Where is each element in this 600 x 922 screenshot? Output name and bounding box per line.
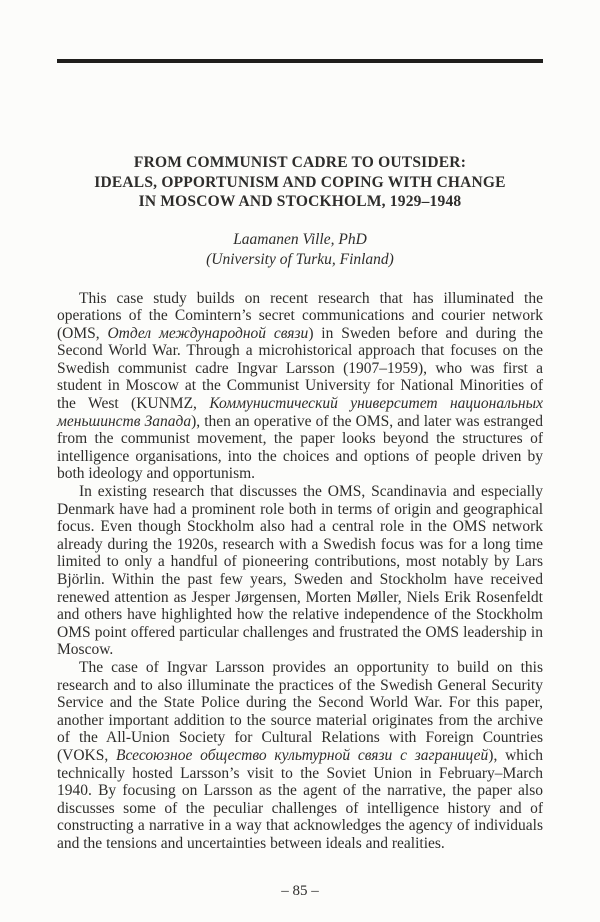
header-double-rule (57, 59, 543, 63)
title-line-1: FROM COMMUNIST CADRE TO OUTSIDER: (133, 154, 467, 171)
abstract-text (57, 290, 543, 853)
abstract-paragraph-1: This case study builds on recent research that has illuminated the operations of the Comintern’s secret communications and courier network (OMS, Отдел международной связи) in Sweden before and during the Second World War. Through a microhistorical approach that focuses on the Swedish communist cadre Ingvar Larsson (1907–1959), who was first a student in Moscow at the Communist University for National Minorities of the West (KUNMZ, Коммунистический университет национальных меньшинств Запада), then an operative of the OMS, and later was estranged from the communist movement, the paper looks beyond the structures of intelligence organisations, into the choices and options of people driven by both ideology and opportunism. (57, 289, 543, 483)
author-block (57, 230, 543, 270)
author-name: Laamanen Ville, PhD (233, 230, 367, 248)
title-line-3: IN MOSCOW AND STOCKHOLM, 1929–1948 (138, 193, 462, 210)
abstract-paragraph-3: The case of Ingvar Larsson provides an opportunity to build on this research and to also illuminate the practices of the Swedish General Security Service and the State Police during the Second World War. For this paper, another important addition to the source material originates from the archive of the All-Union Society for Cultural Relations with Foreign Countries (VOKS, Всесоюзное общество культурной связи с заграницей), which technically hosted Larsson’s visit to the Soviet Union in February–March 1940. By focusing on Larsson as the agent of the narrative, the paper also discusses some of the peculiar challenges of intelligence history and of constructing a narrative in a way that acknowledges the agency of individuals and the tensions and uncertainties between ideals and realities. (57, 658, 543, 852)
author-affiliation: (University of Turku, Finland) (206, 250, 394, 268)
title-line-2: IDEALS, OPPORTUNISM AND COPING WITH CHANGE (94, 173, 506, 191)
paper-title (57, 153, 543, 212)
abstract-paragraph-2: In existing research that discusses the OMS, Scandinavia and especially Denmark have had a prominent role both in terms of origin and geographical focus. Even though Stockholm also had a central role in the OMS network already during the 1920s, research with a Swedish focus was for a long time limited to only a handful of pioneering contributions, most notably by Lars Björlin. Within the past few years, Sweden and Stockholm have received renewed attention as Jesper Jørgensen, Morten Møller, Niels Erik Rosenfeldt and others have highlighted how the relative independence of the Stockholm OMS point offered particular challenges and frustrated the OMS leadership in Moscow. (57, 483, 543, 659)
page-number: – 85 – (281, 883, 319, 899)
